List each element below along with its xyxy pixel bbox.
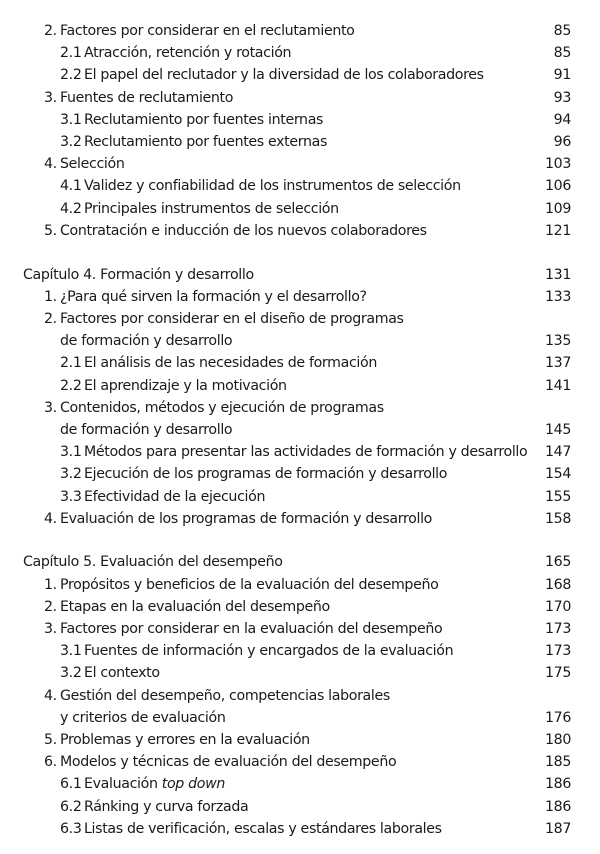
toc-section (44, 729, 310, 751)
toc-title: Capítulo 5. Evaluación del desempeño (23, 554, 283, 571)
toc-section (44, 596, 330, 618)
toc-number: 3. (44, 89, 57, 106)
toc-title: Atracción, retención y rotación (84, 45, 292, 62)
toc-title: Fuentes de reclutamiento (60, 89, 234, 106)
toc-page-number: 109 (544, 200, 571, 217)
toc-number: 5. (44, 222, 57, 239)
toc-title: Selección (60, 156, 125, 173)
toc-page-number: 187 (544, 820, 571, 837)
toc-subsection (60, 463, 447, 485)
toc-page-number: 185 (544, 754, 571, 771)
toc-title: Ránking y curva forzada (84, 798, 249, 815)
toc-title: Principales instrumentos de selección (84, 200, 339, 217)
toc-page-number: 145 (544, 421, 571, 438)
toc-page-number: 133 (544, 288, 571, 305)
toc-title: ¿Para qué sirven la formación y el desarrollo? (60, 288, 367, 305)
toc-number: 3.1 (60, 111, 82, 128)
toc-page-number: 176 (544, 709, 571, 726)
toc-number: 6.1 (60, 776, 82, 793)
toc-subsection (60, 640, 453, 662)
toc-subsection (60, 42, 291, 64)
toc-page-number: 131 (544, 266, 571, 283)
toc-page-number: 173 (544, 643, 571, 660)
toc-title: Contratación e inducción de los nuevos colaboradores (60, 222, 427, 239)
toc-title: Etapas en la evaluación del desempeño (60, 598, 330, 615)
toc-page-number: 141 (544, 377, 571, 394)
toc-title: Capítulo 4. Formación y desarrollo (23, 266, 254, 283)
toc-page-number: 173 (544, 621, 571, 637)
toc-page-number: 106 (544, 178, 571, 195)
toc-number: 2.2 (60, 67, 82, 84)
toc-title: Listas de verificación, escalas y estándares laborales (84, 820, 442, 837)
toc-subsection (60, 198, 339, 220)
toc-page-number: 158 (544, 510, 571, 527)
toc-number: 2.1 (60, 355, 82, 372)
toc-title: Factores por considerar en el diseño de programas (60, 310, 404, 327)
toc-title: Reclutamiento por fuentes externas (84, 134, 328, 150)
toc-section (44, 220, 427, 242)
toc-number: 4. (44, 156, 57, 173)
toc-number: 2.2 (60, 377, 82, 394)
toc-section (44, 153, 124, 175)
toc-page-number: 155 (544, 488, 571, 505)
toc-title: El aprendizaje y la motivación (84, 377, 287, 394)
toc-title-italic: top down (157, 776, 226, 793)
toc-number: 2. (44, 310, 57, 327)
toc-section (44, 508, 432, 530)
toc-subsection (60, 441, 527, 463)
toc-title: Evaluación de los programas de formación y desarrollo (60, 510, 432, 527)
toc-number: 3.1 (60, 643, 82, 660)
toc-page-number: 186 (544, 776, 571, 793)
toc-page-number: 93 (553, 89, 571, 106)
toc-number: 1. (44, 576, 57, 593)
toc-number: 5. (44, 732, 57, 748)
toc-title: El análisis de las necesidades de formación (84, 355, 377, 372)
toc-section (44, 286, 367, 308)
toc-section (44, 574, 438, 596)
toc-section (44, 751, 396, 773)
toc-title: de formación y desarrollo (60, 421, 233, 438)
toc-number: 1. (44, 288, 57, 305)
toc-title: Contenidos, métodos y ejecución de programas (60, 399, 384, 416)
toc-number: 6. (44, 754, 57, 771)
toc-number: 3. (44, 621, 57, 637)
toc-page-number: 103 (544, 156, 571, 173)
toc-number: 2.1 (60, 45, 82, 62)
toc-page-number: 175 (544, 665, 571, 682)
toc-number: 2. (44, 23, 57, 39)
toc-title: Problemas y errores en la evaluación (60, 732, 310, 748)
toc-page-number: 121 (544, 222, 571, 239)
toc-page-number: 165 (544, 554, 571, 571)
toc-page-number: 85 (553, 23, 571, 39)
toc-page-number: 96 (553, 134, 571, 150)
toc-number: 3.2 (60, 466, 82, 483)
toc-subsection (60, 175, 461, 197)
toc-section (44, 397, 384, 419)
toc-title: y criterios de evaluación (60, 709, 226, 726)
toc-number: 3. (44, 399, 57, 416)
toc-subsection (60, 796, 248, 818)
chapter-heading (23, 264, 254, 286)
toc-section (44, 685, 390, 707)
toc-title: Efectividad de la ejecución (84, 488, 266, 505)
toc-number: 6.2 (60, 798, 82, 815)
toc-number: 3.2 (60, 665, 82, 682)
toc-number: 4.2 (60, 200, 82, 217)
toc-subsection (60, 662, 160, 684)
toc-title: El papel del reclutador y la diversidad de los colaboradores (84, 67, 484, 84)
toc-title: Modelos y técnicas de evaluación del desempeño (60, 754, 397, 771)
toc-subsection (60, 352, 377, 374)
toc-number: 4.1 (60, 178, 82, 195)
toc-number: 4. (44, 687, 57, 704)
toc-title: Fuentes de información y encargados de la evaluación (84, 643, 454, 660)
toc-subsection (60, 109, 323, 131)
toc-subsection (60, 64, 484, 86)
toc-number: 6.3 (60, 820, 82, 837)
toc-page-number: 91 (553, 67, 571, 84)
toc-page-number: 147 (544, 444, 571, 461)
toc-page-number: 137 (544, 355, 571, 372)
toc-section (44, 419, 232, 441)
toc-title: Factores por considerar en la evaluación del desempeño (60, 621, 443, 637)
toc-title: Evaluación (84, 776, 158, 793)
chapter-heading (23, 551, 283, 573)
toc-title: Validez y confiabilidad de los instrumentos de selección (84, 178, 461, 195)
toc-section (44, 330, 232, 352)
toc-number: 4. (44, 510, 57, 527)
toc-title: Ejecución de los programas de formación y desarrollo (84, 466, 448, 483)
toc-title: de formación y desarrollo (60, 333, 233, 350)
toc-title: Factores por considerar en el reclutamiento (60, 23, 355, 39)
toc-title: Métodos para presentar las actividades de formación y desarrollo (84, 444, 528, 461)
toc-page-number: 85 (553, 45, 571, 62)
toc-page-number: 135 (544, 333, 571, 350)
toc-page-number: 94 (553, 111, 571, 128)
toc-number: 3.1 (60, 444, 82, 461)
toc-section (44, 87, 233, 109)
toc-page-number: 170 (544, 598, 571, 615)
toc-number: 3.2 (60, 134, 82, 150)
toc-number: 2. (44, 598, 57, 615)
toc-page-number: 180 (544, 732, 571, 748)
toc-subsection (60, 375, 287, 397)
toc-number: 3.3 (60, 488, 82, 505)
toc-subsection (60, 818, 442, 840)
toc-subsection (60, 486, 265, 508)
toc-title: Propósitos y beneficios de la evaluación del desempeño (60, 576, 439, 593)
toc-page-number: 186 (544, 798, 571, 815)
toc-subsection (60, 131, 327, 153)
toc-title: Gestión del desempeño, competencias laborales (60, 687, 390, 704)
toc-section (44, 707, 225, 729)
toc-page-number: 154 (544, 466, 571, 483)
toc-title: Reclutamiento por fuentes internas (84, 111, 324, 128)
toc-section (44, 308, 404, 330)
toc-section (44, 618, 442, 640)
toc-section (44, 20, 355, 42)
toc-page-number: 168 (544, 576, 571, 593)
toc-title: El contexto (84, 665, 160, 682)
toc-subsection (60, 773, 225, 795)
